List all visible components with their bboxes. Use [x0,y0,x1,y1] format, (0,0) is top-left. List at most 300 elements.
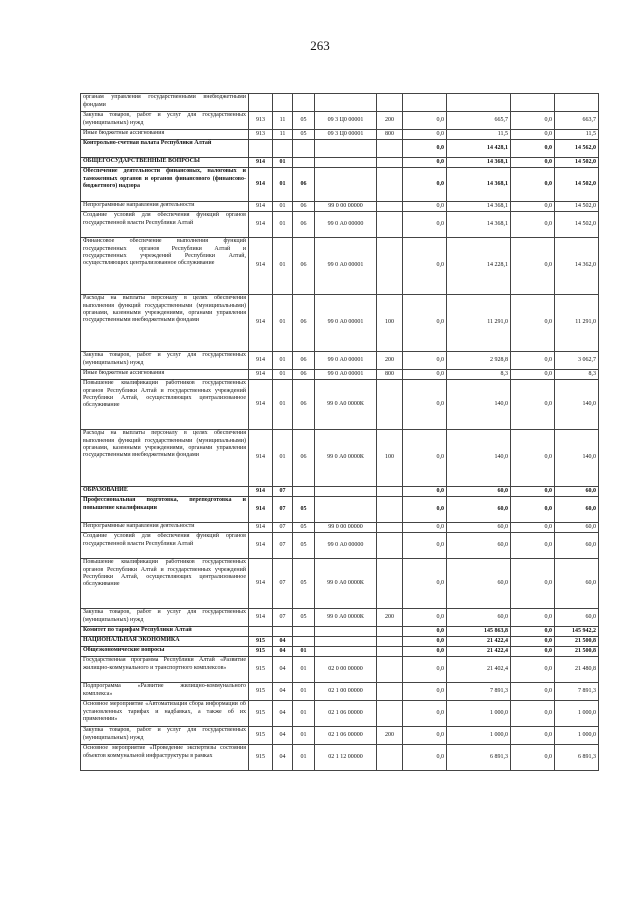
subsection-code-cell: 06 [293,380,315,430]
amount-cell-1: 0,0 [403,352,447,370]
target-article-cell [315,647,377,657]
subsection-code-cell: 05 [293,112,315,130]
subsection-code-cell: 06 [293,202,315,212]
amount-cell-4: 1 000,0 [555,727,599,745]
expense-type-cell [377,701,403,727]
subsection-code-cell: 05 [293,523,315,533]
expense-type-cell [377,683,403,701]
amount-cell-1: 0,0 [403,727,447,745]
subsection-code-cell: 01 [293,683,315,701]
expense-type-cell [377,745,403,771]
amount-cell-2: 14 368,1 [447,212,511,238]
admin-code-cell: 915 [249,727,273,745]
expense-type-cell [377,559,403,609]
amount-cell-4: 60,0 [555,533,599,559]
amount-cell-2: 1 000,0 [447,727,511,745]
amount-cell-3: 0,0 [511,430,555,487]
admin-code-cell: 914 [249,202,273,212]
amount-cell-2: 6 891,3 [447,745,511,771]
expense-type-cell [377,140,403,158]
amount-cell-1: 0,0 [403,112,447,130]
row-name-cell: органам управления государственными внебюджетными фондами [81,94,249,112]
amount-cell-2: 14 368,1 [447,158,511,168]
row-name-cell: Финансовое обеспечение выполнения функций государственных органов Республики Алтай и государственных учреждений Республики Алтай, осуществляющих централизованное обслуживание [81,238,249,295]
amount-cell-4: 60,0 [555,487,599,497]
target-article-cell: 09 3 Ц0 00001 [315,112,377,130]
subsection-code-cell: 06 [293,352,315,370]
amount-cell-1: 0,0 [403,130,447,140]
amount-cell-3 [511,94,555,112]
row-name-cell: Создание условий для обеспечения функций органов государственной власти Республики Алтай [81,533,249,559]
target-article-cell: 99 0 А0 00001 [315,370,377,380]
row-name-cell: НАЦИОНАЛЬНАЯ ЭКОНОМИКА [81,637,249,647]
amount-cell-1: 0,0 [403,140,447,158]
amount-cell-4: 8,3 [555,370,599,380]
table-row [81,140,599,158]
amount-cell-3: 0,0 [511,212,555,238]
target-article-cell: 99 0 А0 00001 [315,238,377,295]
amount-cell-4: 11 291,0 [555,295,599,352]
expense-type-cell: 100 [377,295,403,352]
admin-code-cell: 913 [249,112,273,130]
section-code-cell: 01 [273,380,293,430]
admin-code-cell: 915 [249,637,273,647]
admin-code-cell: 914 [249,238,273,295]
amount-cell-4: 3 062,7 [555,352,599,370]
amount-cell-2: 11 291,0 [447,295,511,352]
expense-type-cell: 200 [377,727,403,745]
row-name-cell: Основное мероприятие «Автоматизация сбора информации об установленных тарифах и надбавках, а также об их применении» [81,701,249,727]
amount-cell-1: 0,0 [403,212,447,238]
amount-cell-1: 0,0 [403,168,447,202]
admin-code-cell: 914 [249,609,273,627]
table-row [81,168,599,202]
row-name-cell: Непрограммные направления деятельности [81,202,249,212]
table-row [81,238,599,295]
amount-cell-2: 2 928,8 [447,352,511,370]
amount-cell-4: 663,7 [555,112,599,130]
section-code-cell: 01 [273,370,293,380]
amount-cell-3: 0,0 [511,168,555,202]
subsection-code-cell: 06 [293,168,315,202]
amount-cell-4: 60,0 [555,523,599,533]
amount-cell-3: 0,0 [511,523,555,533]
table-row [81,497,599,523]
expense-type-cell [377,380,403,430]
amount-cell-3: 0,0 [511,487,555,497]
amount-cell-1: 0,0 [403,370,447,380]
section-code-cell: 07 [273,497,293,523]
table-row [81,657,599,683]
amount-cell-3: 0,0 [511,727,555,745]
expense-type-cell [377,238,403,295]
target-article-cell [315,140,377,158]
section-code-cell: 01 [273,352,293,370]
table-row [81,609,599,627]
expense-type-cell [377,627,403,637]
subsection-code-cell [293,158,315,168]
target-article-cell: 99 0 А0 00001 [315,352,377,370]
admin-code-cell: 914 [249,533,273,559]
amount-cell-3: 0,0 [511,158,555,168]
amount-cell-1: 0,0 [403,683,447,701]
admin-code-cell: 914 [249,212,273,238]
expense-type-cell: 200 [377,352,403,370]
subsection-code-cell: 06 [293,430,315,487]
amount-cell-3: 0,0 [511,238,555,295]
row-name-cell: Профессиональная подготовка, переподготовка и повышение квалификации [81,497,249,523]
amount-cell-2: 145 863,8 [447,627,511,637]
row-name-cell: Непрограммные направления деятельности [81,523,249,533]
section-code-cell: 04 [273,637,293,647]
row-name-cell: Иные бюджетные ассигнования [81,130,249,140]
amount-cell-1: 0,0 [403,380,447,430]
row-name-cell: Иные бюджетные ассигнования [81,370,249,380]
amount-cell-3: 0,0 [511,559,555,609]
row-name-cell: Комитет по тарифам Республики Алтай [81,627,249,637]
amount-cell-4: 11,5 [555,130,599,140]
amount-cell-3: 0,0 [511,745,555,771]
table-row [81,701,599,727]
row-name-cell: Закупка товаров, работ и услуг для государственных (муниципальных) нужд [81,609,249,627]
subsection-code-cell [293,637,315,647]
amount-cell-4: 14 502,0 [555,202,599,212]
amount-cell-4: 7 891,3 [555,683,599,701]
amount-cell-2: 60,0 [447,559,511,609]
row-name-cell: Закупка товаров, работ и услуг для государственных (муниципальных) нужд [81,352,249,370]
target-article-cell [315,158,377,168]
expense-type-cell [377,497,403,523]
amount-cell-4: 14 362,0 [555,238,599,295]
amount-cell-1: 0,0 [403,533,447,559]
admin-code-cell [249,140,273,158]
amount-cell-4: 1 000,0 [555,701,599,727]
admin-code-cell: 914 [249,559,273,609]
target-article-cell: 02 0 00 00000 [315,657,377,683]
target-article-cell: 99 0 А0 0000К [315,559,377,609]
table-row [81,94,599,112]
target-article-cell [315,168,377,202]
admin-code-cell: 915 [249,647,273,657]
target-article-cell: 02 1 06 00000 [315,727,377,745]
amount-cell-1: 0,0 [403,158,447,168]
section-code-cell: 07 [273,559,293,609]
table-row [81,627,599,637]
table-row [81,112,599,130]
target-article-cell: 99 0 А0 00001 [315,295,377,352]
amount-cell-4: 60,0 [555,559,599,609]
section-code-cell: 01 [273,168,293,202]
row-name-cell: Обеспечение деятельности финансовых, налоговых и таможенных органов и органов финансового (финансово-бюджетного) надзора [81,168,249,202]
amount-cell-3: 0,0 [511,657,555,683]
expense-type-cell: 800 [377,370,403,380]
row-name-cell: Повышение квалификации работников государственных органов Республики Алтай и государственных учреждений Республики Алтай, осуществляющих централизованное обслуживание [81,559,249,609]
amount-cell-3: 0,0 [511,647,555,657]
amount-cell-1: 0,0 [403,523,447,533]
expense-type-cell [377,212,403,238]
expense-type-cell [377,94,403,112]
amount-cell-1 [403,94,447,112]
expense-type-cell: 800 [377,130,403,140]
row-name-cell: Закупка товаров, работ и услуг для государственных (муниципальных) нужд [81,727,249,745]
admin-code-cell: 914 [249,380,273,430]
admin-code-cell: 914 [249,352,273,370]
section-code-cell: 04 [273,701,293,727]
row-name-cell: Подпрограмма «Развитие жилищно-коммунального комплекса» [81,683,249,701]
amount-cell-1: 0,0 [403,559,447,609]
amount-cell-1: 0,0 [403,202,447,212]
admin-code-cell: 913 [249,130,273,140]
amount-cell-2: 60,0 [447,523,511,533]
amount-cell-3: 0,0 [511,701,555,727]
section-code-cell: 04 [273,647,293,657]
amount-cell-3: 0,0 [511,295,555,352]
admin-code-cell: 914 [249,370,273,380]
row-name-cell: Государственная программа Республики Алтай «Развитие жилищно-коммунального и транспортного комплексов» [81,657,249,683]
amount-cell-3: 0,0 [511,202,555,212]
amount-cell-4: 60,0 [555,497,599,523]
amount-cell-2: 8,3 [447,370,511,380]
amount-cell-2: 140,0 [447,380,511,430]
subsection-code-cell: 05 [293,559,315,609]
section-code-cell [273,140,293,158]
target-article-cell [315,637,377,647]
row-name-cell: Расходы на выплаты персоналу в целях обеспечения выполнения функций государственными (муниципальными) органами, казенными учреждениями, органами управления государственными внебюджетными фондами [81,430,249,487]
amount-cell-2: 11,5 [447,130,511,140]
table-row [81,430,599,487]
subsection-code-cell: 01 [293,745,315,771]
amount-cell-1: 0,0 [403,745,447,771]
amount-cell-4: 145 942,2 [555,627,599,637]
target-article-cell: 99 0 А0 00000 [315,533,377,559]
admin-code-cell: 915 [249,657,273,683]
table-row [81,158,599,168]
amount-cell-3: 0,0 [511,352,555,370]
target-article-cell: 02 1 12 00000 [315,745,377,771]
table-row [81,533,599,559]
subsection-code-cell: 05 [293,609,315,627]
section-code-cell [273,94,293,112]
section-code-cell: 04 [273,745,293,771]
amount-cell-3: 0,0 [511,130,555,140]
amount-cell-1: 0,0 [403,487,447,497]
section-code-cell: 04 [273,727,293,745]
amount-cell-3: 0,0 [511,370,555,380]
target-article-cell [315,497,377,523]
table-row [81,295,599,352]
amount-cell-2: 14 368,1 [447,202,511,212]
expense-type-cell [377,637,403,647]
budget-table [80,93,599,771]
amount-cell-4 [555,94,599,112]
table-row [81,637,599,647]
table-row [81,523,599,533]
row-name-cell: ОБЩЕГОСУДАРСТВЕННЫЕ ВОПРОСЫ [81,158,249,168]
admin-code-cell: 915 [249,683,273,701]
target-article-cell: 09 3 Ц0 00001 [315,130,377,140]
subsection-code-cell: 05 [293,533,315,559]
amount-cell-1: 0,0 [403,295,447,352]
amount-cell-2: 140,0 [447,430,511,487]
amount-cell-4: 21 500,8 [555,637,599,647]
amount-cell-3: 0,0 [511,683,555,701]
admin-code-cell: 914 [249,158,273,168]
expense-type-cell [377,158,403,168]
admin-code-cell: 915 [249,701,273,727]
subsection-code-cell [293,140,315,158]
section-code-cell: 01 [273,158,293,168]
admin-code-cell [249,94,273,112]
amount-cell-1: 0,0 [403,647,447,657]
section-code-cell: 01 [273,202,293,212]
row-name-cell: Повышение квалификации работников государственных органов Республики Алтай и государственных учреждений Республики Алтай, осуществляющих централизованное обслуживание [81,380,249,430]
amount-cell-3: 0,0 [511,637,555,647]
amount-cell-2: 665,7 [447,112,511,130]
amount-cell-3: 0,0 [511,380,555,430]
amount-cell-2: 60,0 [447,487,511,497]
amount-cell-1: 0,0 [403,609,447,627]
subsection-code-cell [293,487,315,497]
table-row [81,380,599,430]
table-body [81,94,599,771]
admin-code-cell: 914 [249,523,273,533]
page-number: 263 [310,38,330,53]
admin-code-cell: 914 [249,487,273,497]
target-article-cell: 99 0 А0 0000К [315,380,377,430]
amount-cell-3: 0,0 [511,533,555,559]
admin-code-cell: 914 [249,295,273,352]
subsection-code-cell [293,94,315,112]
table-row [81,559,599,609]
amount-cell-1: 0,0 [403,637,447,647]
subsection-code-cell: 01 [293,727,315,745]
expense-type-cell [377,202,403,212]
amount-cell-2: 14 428,1 [447,140,511,158]
admin-code-cell: 915 [249,745,273,771]
expense-type-cell [377,487,403,497]
subsection-code-cell: 01 [293,701,315,727]
amount-cell-4: 21 500,8 [555,647,599,657]
amount-cell-4: 21 480,8 [555,657,599,683]
table-row [81,745,599,771]
expense-type-cell: 200 [377,112,403,130]
amount-cell-4: 14 502,0 [555,212,599,238]
amount-cell-2: 60,0 [447,609,511,627]
table-row [81,130,599,140]
row-name-cell: Контрольно-счетная палата Республики Алтай [81,140,249,158]
subsection-code-cell: 05 [293,497,315,523]
expense-type-cell: 100 [377,430,403,487]
amount-cell-4: 14 502,0 [555,158,599,168]
section-code-cell: 04 [273,683,293,701]
target-article-cell [315,94,377,112]
amount-cell-2: 21 422,4 [447,647,511,657]
target-article-cell: 02 1 06 00000 [315,701,377,727]
amount-cell-2: 14 228,1 [447,238,511,295]
subsection-code-cell: 06 [293,370,315,380]
amount-cell-2: 7 891,3 [447,683,511,701]
amount-cell-3: 0,0 [511,609,555,627]
amount-cell-4: 14 502,0 [555,168,599,202]
subsection-code-cell: 06 [293,295,315,352]
subsection-code-cell: 06 [293,238,315,295]
admin-code-cell: 914 [249,168,273,202]
table-row [81,370,599,380]
subsection-code-cell [293,627,315,637]
expense-type-cell [377,647,403,657]
row-name-cell: Создание условий для обеспечения функций органов государственной власти Республики Алтай [81,212,249,238]
table-row [81,487,599,497]
amount-cell-4: 14 562,0 [555,140,599,158]
row-name-cell: Общеэкономические вопросы [81,647,249,657]
amount-cell-2: 1 000,0 [447,701,511,727]
amount-cell-1: 0,0 [403,701,447,727]
amount-cell-2: 60,0 [447,533,511,559]
target-article-cell: 99 0 00 00000 [315,523,377,533]
expense-type-cell [377,533,403,559]
section-code-cell: 07 [273,609,293,627]
amount-cell-4: 140,0 [555,380,599,430]
subsection-code-cell: 06 [293,212,315,238]
section-code-cell: 07 [273,487,293,497]
subsection-code-cell: 01 [293,647,315,657]
amount-cell-4: 6 891,3 [555,745,599,771]
amount-cell-1: 0,0 [403,627,447,637]
amount-cell-2: 21 402,4 [447,657,511,683]
amount-cell-4: 60,0 [555,609,599,627]
amount-cell-2 [447,94,511,112]
target-article-cell: 99 0 00 00000 [315,202,377,212]
row-name-cell: Расходы на выплаты персоналу в целях обеспечения выполнения функций государственными (муниципальными) органами, казенными учреждениями, органами управления государственными внебюджетными фондами [81,295,249,352]
amount-cell-2: 14 368,1 [447,168,511,202]
amount-cell-1: 0,0 [403,657,447,683]
amount-cell-2: 21 422,4 [447,637,511,647]
amount-cell-4: 140,0 [555,430,599,487]
section-code-cell: 01 [273,295,293,352]
section-code-cell: 07 [273,533,293,559]
amount-cell-3: 0,0 [511,627,555,637]
expense-type-cell: 200 [377,609,403,627]
section-code-cell: 11 [273,130,293,140]
amount-cell-2: 60,0 [447,497,511,523]
amount-cell-3: 0,0 [511,112,555,130]
table-row [81,202,599,212]
subsection-code-cell: 01 [293,657,315,683]
target-article-cell: 99 0 А0 0000К [315,430,377,487]
target-article-cell: 99 0 А0 0000К [315,609,377,627]
section-code-cell: 04 [273,657,293,683]
table-row [81,683,599,701]
expense-type-cell [377,657,403,683]
table-row [81,352,599,370]
section-code-cell: 01 [273,238,293,295]
target-article-cell [315,487,377,497]
amount-cell-1: 0,0 [403,430,447,487]
amount-cell-1: 0,0 [403,497,447,523]
amount-cell-3: 0,0 [511,140,555,158]
target-article-cell [315,627,377,637]
expense-type-cell [377,523,403,533]
target-article-cell: 02 1 00 00000 [315,683,377,701]
table-row [81,727,599,745]
admin-code-cell: 914 [249,497,273,523]
amount-cell-1: 0,0 [403,238,447,295]
expense-type-cell [377,168,403,202]
table-row [81,647,599,657]
row-name-cell: ОБРАЗОВАНИЕ [81,487,249,497]
admin-code-cell: 914 [249,430,273,487]
section-code-cell: 07 [273,523,293,533]
